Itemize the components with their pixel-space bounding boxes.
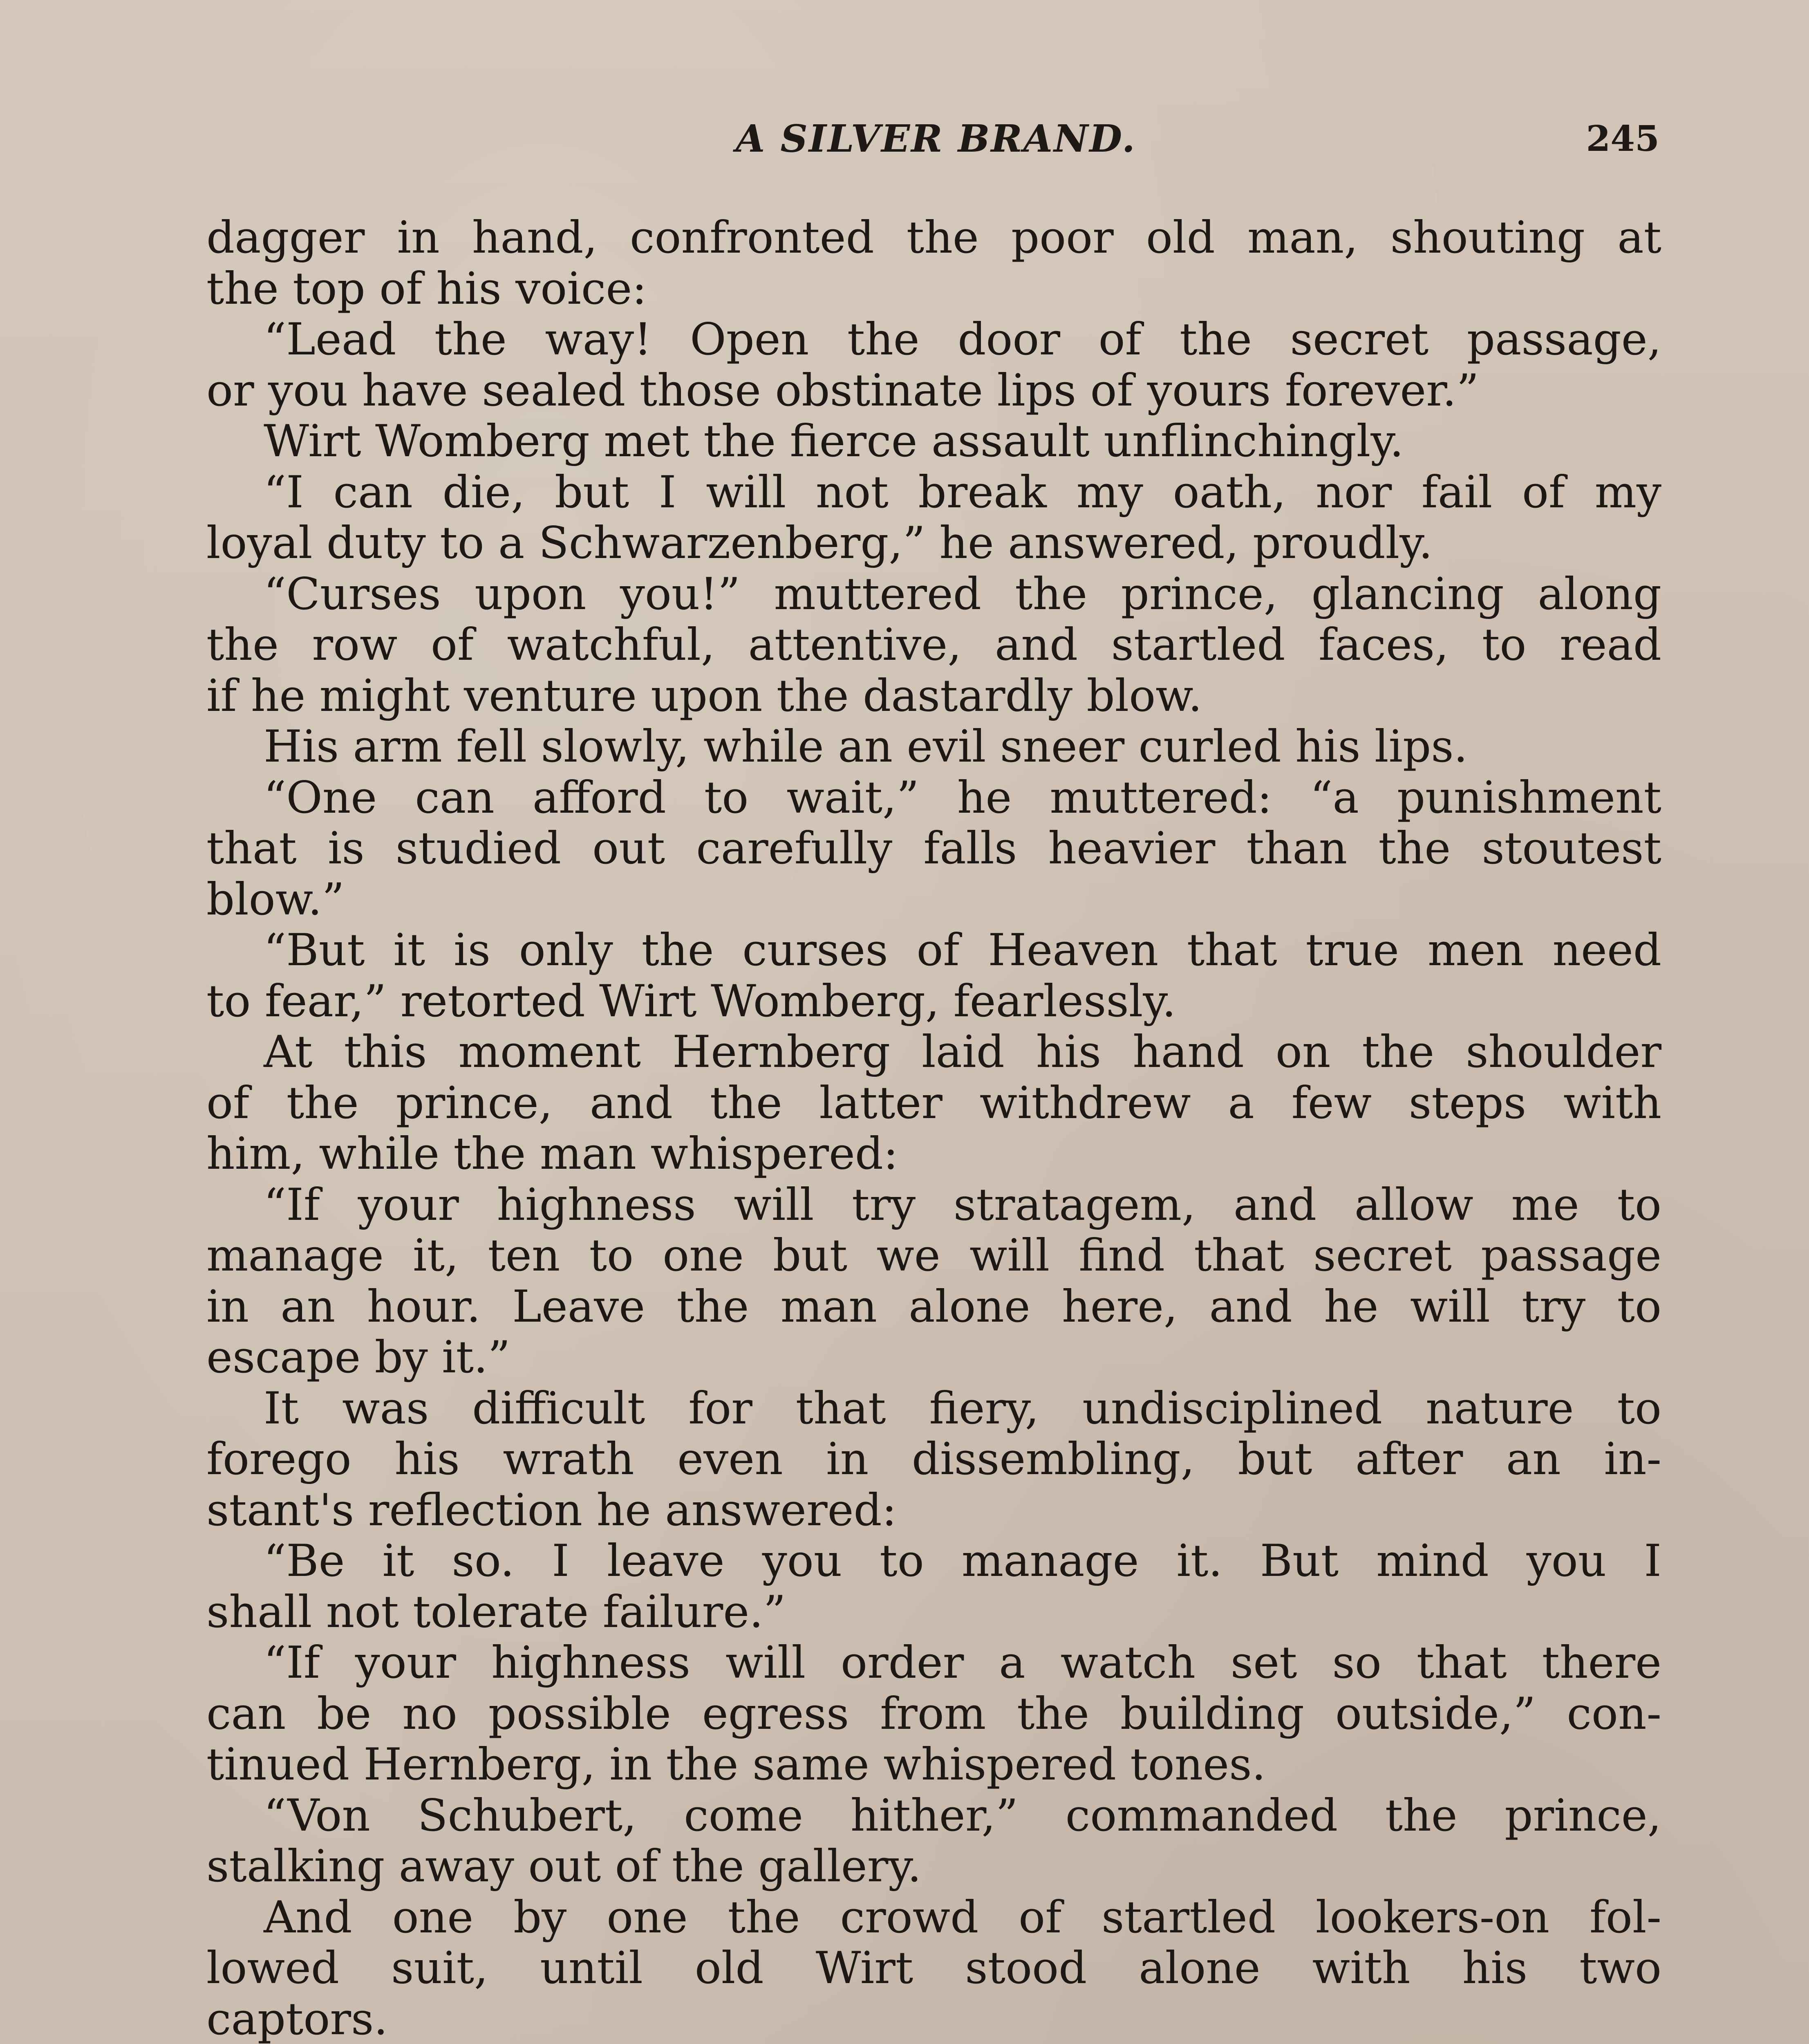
text-line: It was difficult for that fiery, undisciplined nature to [264, 1383, 1661, 1434]
text-line: the top of his voice: [206, 263, 647, 314]
text-line: to fear,” retorted Wirt Womberg, fearlessly. [206, 976, 1176, 1027]
text-line: stalking away out of the gallery. [206, 1841, 922, 1892]
text-line: shall not tolerate failure.” [206, 1587, 786, 1638]
text-line: “Lead the way! Open the door of the secret passage, [264, 314, 1661, 365]
text-line: Wirt Womberg met the fierce assault unflinchingly. [264, 416, 1404, 467]
text-line: “Be it so. I leave you to manage it. But mind you I [264, 1536, 1661, 1587]
running-head [213, 104, 1659, 161]
page-number: 245 [1586, 118, 1659, 159]
text-line: can be no possible egress from the building outside,” con- [206, 1688, 1661, 1739]
text-line: of the prince, and the latter withdrew a few steps with [206, 1078, 1661, 1129]
text-line: His arm fell slowly, while an evil sneer curled his lips. [264, 722, 1468, 772]
body-text [206, 213, 1661, 2044]
text-line: forego his wrath even in dissembling, but after an in- [206, 1434, 1661, 1485]
text-line: “One can afford to wait,” he muttered: “a punishment [264, 772, 1661, 823]
text-line: “But it is only the curses of Heaven that true men need [264, 925, 1661, 976]
text-line: the row of watchful, attentive, and startled faces, to read [206, 620, 1661, 670]
text-line: him, while the man whispered: [206, 1129, 898, 1179]
text-line: At this moment Hernberg laid his hand on the shoulder [264, 1027, 1661, 1078]
text-line: tinued Hernberg, in the same whispered tones. [206, 1739, 1266, 1790]
text-line: And one by one the crowd of startled lookers-on fol- [264, 1892, 1661, 1943]
text-line: manage it, ten to one but we will find that secret passage [206, 1230, 1661, 1281]
text-line: “If your highness will order a watch set so that there [264, 1638, 1661, 1688]
text-line: loyal duty to a Schwarzenberg,” he answered, proudly. [206, 518, 1433, 569]
text-line: “If your highness will try stratagem, and allow me to [264, 1179, 1661, 1230]
text-line: captors. [206, 1994, 388, 2044]
text-line: stant's reflection he answered: [206, 1485, 897, 1536]
text-line: escape by it.” [206, 1332, 510, 1383]
text-line: or you have sealed those obstinate lips of yours forever.” [206, 365, 1479, 416]
text-line: that is studied out carefully falls heavier than the stoutest [206, 823, 1661, 874]
text-line: if he might venture upon the dastardly blow. [206, 670, 1202, 722]
text-line: “I can die, but I will not break my oath, nor fail of my [264, 467, 1661, 518]
text-line: blow.” [206, 874, 345, 925]
running-title: A SILVER BRAND. [736, 117, 1136, 161]
text-line: lowed suit, until old Wirt stood alone with his two [206, 1943, 1661, 1994]
text-line: “Curses upon you!” muttered the prince, glancing along [264, 569, 1661, 620]
text-line: “Von Schubert, come hither,” commanded the prince, [264, 1790, 1661, 1841]
text-line: dagger in hand, confronted the poor old man, shouting at [206, 213, 1661, 263]
text-line: in an hour. Leave the man alone here, and he will try to [206, 1281, 1661, 1332]
